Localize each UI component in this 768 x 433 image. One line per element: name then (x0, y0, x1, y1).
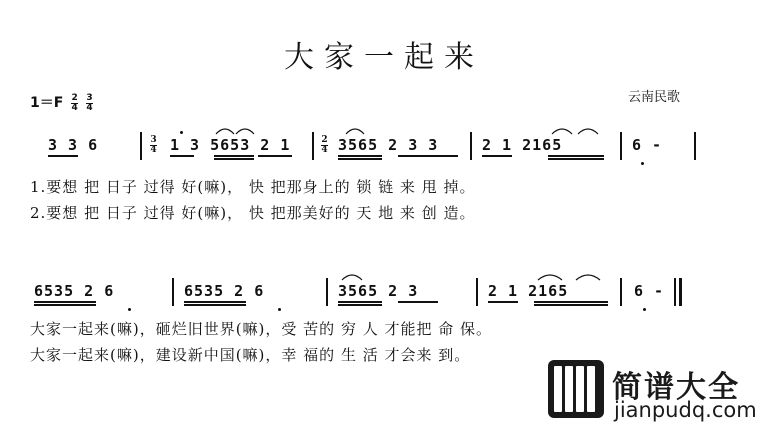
meter-num: 3 (86, 92, 93, 103)
meter-den: 4 (321, 145, 328, 155)
beam-underline (548, 155, 604, 157)
beam-underline (398, 155, 458, 157)
beam-underline (184, 304, 246, 306)
beam-underline (482, 155, 512, 157)
slur-mark (536, 270, 606, 282)
barline (694, 132, 696, 160)
beam-underline (534, 301, 608, 303)
key-label: 1＝F (30, 95, 64, 111)
meter-num: 2 (321, 135, 328, 145)
barline (326, 278, 328, 306)
slur-mark (344, 124, 368, 136)
slur-mark (214, 124, 258, 136)
measure-notes: 3565 2 3 3 (338, 136, 439, 154)
barline (172, 278, 174, 306)
time-signature (86, 94, 93, 113)
beam-underline (338, 304, 382, 306)
octave-dot (128, 308, 131, 311)
measure-notes: 6 - (634, 282, 665, 300)
song-title: 大家一起来 (284, 40, 484, 75)
beam-underline (548, 158, 604, 160)
lyric-line: 大家一起来(嘛)，砸烂旧世界(嘛)，受 苦的 穷 人 才能把 命 保。 (30, 320, 493, 338)
beam-underline (338, 301, 382, 303)
measure-notes: 6535 2 6 (34, 282, 115, 300)
time-signature (71, 94, 78, 113)
watermark-name: 简谱大全 (612, 370, 740, 405)
slur-mark (550, 124, 602, 136)
measure-notes: 6 - (632, 136, 663, 154)
barline (140, 132, 142, 160)
beam-underline (34, 301, 96, 303)
octave-dot (643, 308, 646, 311)
time-signature (150, 136, 157, 155)
measure-notes: 2 1 2165 (488, 282, 569, 300)
octave-dot (180, 131, 183, 134)
barline (620, 278, 622, 306)
meter-den: 4 (150, 145, 157, 155)
barline (674, 278, 676, 306)
meter-num: 3 (150, 135, 157, 145)
final-barline (679, 278, 682, 306)
meter-num: 2 (71, 92, 78, 103)
lyric-line: 1.要想 把 日子 过得 好(嘛)， 快 把那身上的 锁 链 来 甩 掉。 (30, 178, 476, 196)
barline (476, 278, 478, 306)
piano-logo-icon (548, 360, 604, 418)
octave-dot (278, 308, 281, 311)
beam-underline (338, 155, 382, 157)
meter-den: 4 (71, 102, 78, 113)
measure-notes: 6535 2 6 (184, 282, 265, 300)
song-origin: 云南民歌 (628, 90, 681, 105)
barline (312, 132, 314, 160)
meter-den: 4 (86, 102, 93, 113)
beam-underline (214, 158, 254, 160)
lyric-line: 2.要想 把 日子 过得 好(嘛)， 快 把那美好的 天 地 来 创 造。 (30, 204, 476, 222)
octave-dot (641, 162, 644, 165)
barline (470, 132, 472, 160)
measure-notes: 3565 2 3 (338, 282, 419, 300)
lyric-line: 大家一起来(嘛)，建设新中国(嘛)，幸 福的 生 活 才会来 到。 (30, 346, 471, 364)
slur-mark (340, 270, 366, 282)
measure-notes: 1 3 5653 2 1 (170, 136, 291, 154)
key-signature (30, 92, 93, 113)
measure-notes: 3 3 6 (48, 136, 99, 154)
beam-underline (214, 155, 254, 157)
beam-underline (184, 301, 246, 303)
measure-notes: 2 1 2165 (482, 136, 563, 154)
beam-underline (488, 301, 518, 303)
beam-underline (34, 304, 96, 306)
beam-underline (534, 304, 608, 306)
beam-underline (398, 301, 438, 303)
beam-underline (258, 155, 292, 157)
watermark-url: jianpudq.com (614, 398, 757, 422)
time-signature (321, 136, 328, 155)
beam-underline (170, 155, 194, 157)
barline (620, 132, 622, 160)
beam-underline (338, 158, 382, 160)
beam-underline (48, 155, 78, 157)
